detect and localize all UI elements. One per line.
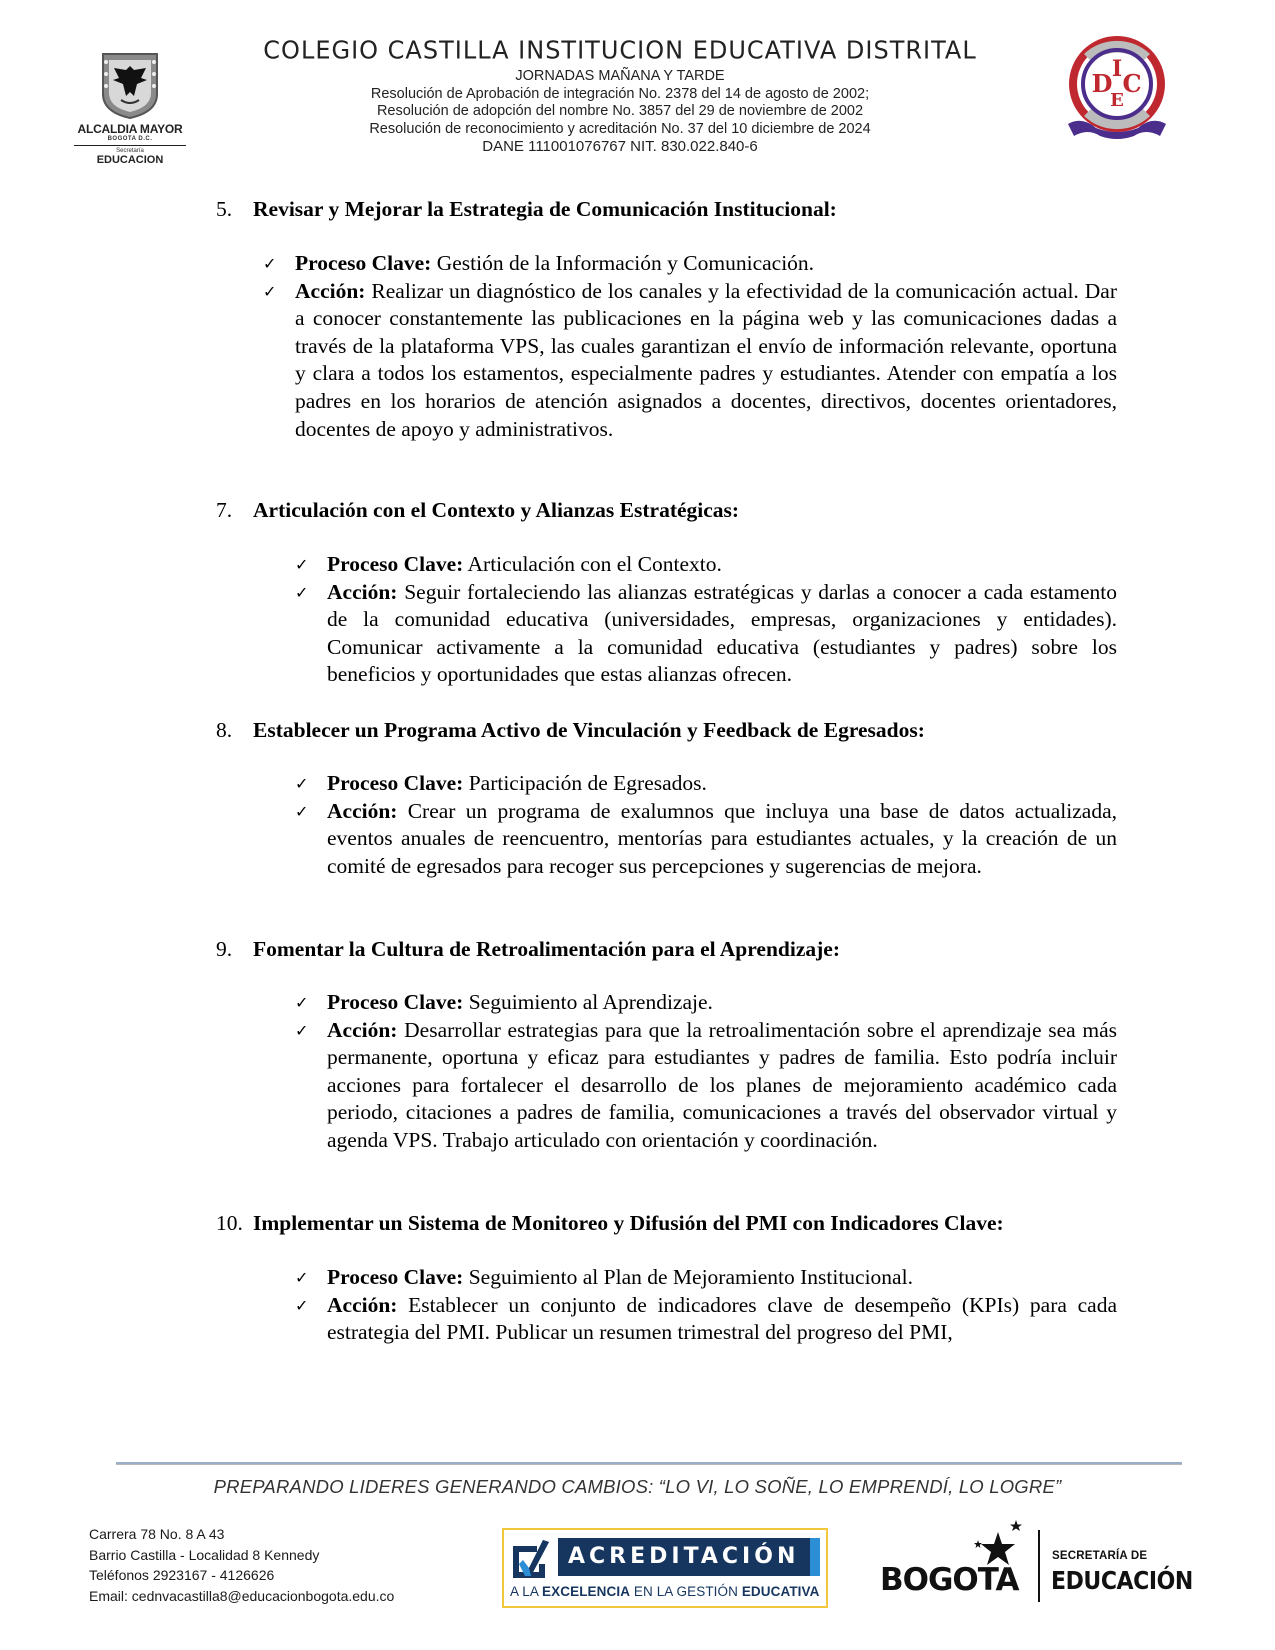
header-resolucion-nombre: Resolución de adopción del nombre No. 3857 del 29 de noviembre de 2002: [376, 103, 864, 119]
section-5: [216, 195, 1126, 223]
section-heading: [216, 716, 1126, 744]
bullet-accion: [295, 1292, 1117, 1347]
checkmark-icon: ✓: [295, 993, 309, 1012]
bullet-text: Desarrollar estrategias para que la retroalimentación sobre el aprendizaje sea más permanente, oportuna y eficaz para estudiantes y padres de familia. Esto podría incluir acciones para fortalecer el desarrollo de los planes de mejoramiento académico cada periodo, citaciones a padres de familia, comunicaciones a través del observador virtual y agenda VPS. Trabajo articulado con orientación y coordinación.: [327, 1017, 1117, 1152]
section-heading: [216, 496, 1126, 524]
section-number: 9.: [216, 937, 233, 961]
checkmark-icon: ✓: [295, 1268, 309, 1287]
bullet-label: Proceso Clave:: [327, 990, 464, 1014]
bullet-text: Establecer un conjunto de indicadores clave de desempeño (KPIs) para cada estrategia del PMI. Publicar un resumen trimestral del progreso del PMI,: [327, 1292, 1117, 1345]
bullet-text: Seguir fortaleciendo las alianzas estratégicas y darlas a conocer a cada estamento de la comunidad educativa (universidades, empresas, organizaciones y entidades). Comunicar activamente a la comunidad educativa (estudiantes y padres) sobre los beneficios y oportunidades que estas alianzas ofrecen.: [327, 579, 1117, 687]
section-title: Fomentar la Cultura de Retroalimentación para el Aprendizaje:: [253, 937, 840, 961]
bullet-label: Proceso Clave:: [327, 1265, 464, 1289]
bullet-text: Participación de Egresados.: [463, 771, 707, 795]
section-heading: [216, 935, 1126, 963]
footer-address: [89, 1524, 394, 1606]
bullet-text: Seguimiento al Aprendizaje.: [463, 990, 713, 1014]
sub-educativa: EDUCATIVA: [741, 1584, 820, 1599]
section-title: Implementar un Sistema de Monitoreo y Difusión del PMI con Indicadores Clave:: [253, 1211, 1004, 1235]
svg-text:C: C: [1122, 69, 1142, 98]
secretaria-de-label: SECRETARÍA DE: [1052, 1550, 1148, 1562]
bullet-proceso-clave: [295, 551, 1117, 579]
logo-separator: [1038, 1530, 1040, 1602]
bullet-proceso-clave: [295, 989, 1117, 1017]
bullet-text: Articulación con el Contexto.: [463, 552, 722, 576]
bullet-proceso-clave: [263, 250, 1117, 278]
secretaria-label: Secretaría: [116, 148, 144, 154]
acreditacion-subtitle: [510, 1584, 822, 1599]
sub-excelencia: EXCELENCIA: [542, 1584, 631, 1599]
footer-divider: [116, 1462, 1182, 1465]
bullet-proceso-clave: [295, 770, 1117, 798]
page-header: [0, 0, 1275, 180]
section-9-bullets: [295, 989, 1117, 1155]
bullet-accion: [263, 278, 1117, 444]
stars-icon: [968, 1518, 1028, 1578]
school-title: COLEGIO CASTILLA INSTITUCION EDUCATIVA DISTRITAL: [263, 35, 977, 65]
address-street: Carrera 78 No. 8 A 43: [89, 1526, 225, 1542]
svg-text:I: I: [1111, 56, 1123, 82]
bullet-text: Seguimiento al Plan de Mejoramiento Institucional.: [463, 1265, 913, 1289]
section-8-bullets: [295, 770, 1117, 880]
header-resolucion-integracion: Resolución de Aprobación de integración No. 2378 del 14 de agosto de 2002;: [370, 85, 870, 102]
header-text-block: [220, 36, 1020, 156]
checkmark-icon: ✓: [295, 1020, 309, 1040]
section-heading: [216, 1209, 1126, 1237]
educacion-label: EDUCACION: [96, 154, 164, 166]
header-dane-nit: DANE 111001076767 NIT. 830.022.840-6: [482, 138, 758, 155]
bullet-label: Acción:: [327, 579, 398, 604]
footer-motto: PREPARANDO LIDERES GENERANDO CAMBIOS: “LO VI, LO SOÑE, LO EMPRENDÍ, LO LOGRE”: [213, 1476, 1062, 1497]
section-10: [216, 1209, 1126, 1237]
bullet-accion: [295, 1017, 1117, 1155]
section-title: Articulación con el Contexto y Alianzas Estratégicas:: [253, 498, 740, 522]
sub-pre: A LA: [510, 1584, 543, 1599]
educacion-wordmark: EDUCACIÓN: [1051, 1566, 1193, 1595]
bogota-wordmark: BOGOTA: [880, 1562, 1019, 1598]
sub-mid: EN LA GESTIÓN: [630, 1584, 742, 1599]
bullet-label: Proceso Clave:: [327, 771, 464, 795]
alcaldia-logo: [74, 50, 186, 166]
school-crest-icon: [1062, 32, 1172, 144]
logo-divider: [74, 145, 186, 146]
bullet-label: Proceso Clave:: [295, 251, 432, 275]
checkmark-icon: ✓: [295, 774, 309, 793]
bullet-label: Proceso Clave:: [327, 552, 464, 576]
checkmark-icon: ✓: [295, 801, 309, 821]
svg-text:E: E: [1110, 90, 1124, 111]
section-8: [216, 716, 1126, 744]
bogota-dc-label: BOGOTA D.C.: [107, 136, 153, 142]
checkmark-icon: ✓: [295, 555, 309, 574]
header-jornadas: JORNADAS MAÑANA Y TARDE: [515, 68, 725, 84]
address-phones: Teléfonos 2923167 - 4126626: [89, 1567, 275, 1583]
acreditacion-logo: [502, 1528, 828, 1608]
bullet-text: Crear un programa de exalumnos que incluya una base de datos actualizada, eventos anuales de reencuentro, mentorías para estudiantes actuales, y la creación de un comité de egresados para recoger sus percepciones y sugerencias de mejora.: [327, 798, 1117, 878]
section-number: 7.: [216, 498, 233, 522]
section-10-bullets: [295, 1264, 1117, 1347]
bullet-text: Gestión de la Información y Comunicación.: [431, 251, 815, 275]
bullet-text: Realizar un diagnóstico de los canales y la efectividad de la comunicación actual. Dar a conocer constantemente las publicaciones en la página web y las comunicaciones dadas a través de la plataforma VPS, las cuales garantizan el envío de información relevante, oportuna y clara a todos los estamentos, especialmente padres y estudiantes. Atender con empatía a los padres en los horarios de atención asignados a docentes, directivos, docentes orientadores, docentes de apoyo y administrativos.: [295, 278, 1117, 441]
bogota-coat-of-arms-icon: [99, 50, 161, 120]
section-number: 5.: [216, 197, 233, 221]
checkmark-icon: ✓: [263, 281, 277, 301]
section-heading: [216, 195, 1126, 223]
bullet-accion: [295, 798, 1117, 881]
alcaldia-label: ALCALDIA MAYOR: [77, 122, 183, 136]
address-email: Email: cednvacastilla8@educacionbogota.edu.co: [89, 1587, 395, 1604]
bullet-label: Acción:: [327, 1292, 398, 1317]
section-9: [216, 935, 1126, 963]
acreditacion-title: ACREDITACIÓN: [558, 1538, 814, 1576]
acreditacion-accent: [810, 1538, 820, 1576]
checkmark-icon: ✓: [295, 582, 309, 602]
header-resolucion-acreditacion: Resolución de reconocimiento y acreditación No. 37 del 10 diciembre de 2024: [369, 120, 871, 137]
checkbox-check-icon: [511, 1538, 553, 1580]
section-5-bullets: [263, 250, 1117, 443]
section-number: 8.: [216, 718, 233, 742]
bogota-secretaria-logo: [880, 1518, 1193, 1608]
address-neighborhood: Barrio Castilla - Localidad 8 Kennedy: [89, 1546, 320, 1563]
svg-text:D: D: [1091, 69, 1113, 98]
section-7: [216, 496, 1126, 524]
section-7-bullets: [295, 551, 1117, 689]
section-number: 10.: [216, 1211, 243, 1235]
bullet-proceso-clave: [295, 1264, 1117, 1292]
bullet-accion: [295, 579, 1117, 689]
checkmark-icon: ✓: [295, 1295, 309, 1315]
section-title: Revisar y Mejorar la Estrategia de Comunicación Institucional:: [253, 197, 837, 221]
checkmark-icon: ✓: [263, 254, 277, 273]
bullet-label: Acción:: [295, 278, 366, 303]
section-title: Establecer un Programa Activo de Vinculación y Feedback de Egresados:: [253, 718, 925, 742]
bullet-label: Acción:: [327, 798, 398, 823]
bullet-label: Acción:: [327, 1017, 398, 1042]
